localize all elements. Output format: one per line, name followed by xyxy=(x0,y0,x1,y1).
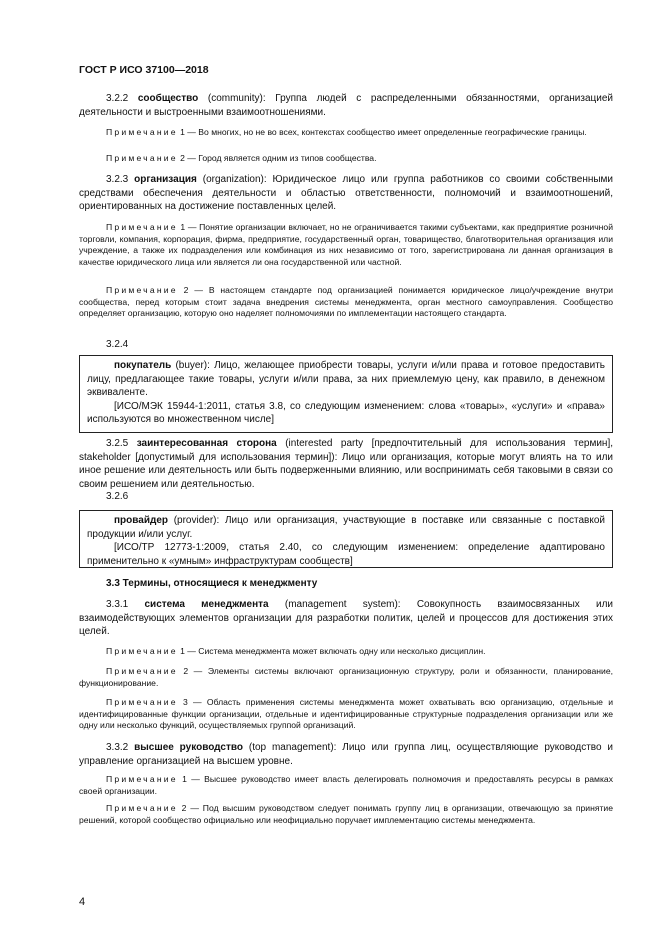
term-box-3-2-6 xyxy=(79,510,613,568)
section-3-3-heading: 3.3 Термины, относящиеся к менеджменту xyxy=(106,578,318,589)
term-number-3-2-6: 3.2.6 xyxy=(106,491,129,502)
note-3-3-2-2: Примечание 2 — Под высшим руководством следует понимать группу лиц в организации, отвечающую за принятие решений, которой сообщество официально или неофициально поручает имплементацию системы менеджмента. xyxy=(79,803,614,825)
term-3-2-3: 3.2.3 организация (organization): Юридическое лицо или группа работников со своими собственными средствами обеспечения деятельности и областью ответственности, полномочий и взаимоотношений, ориентированных на достижение поставленных целей. xyxy=(79,174,614,213)
document-header: ГОСТ Р ИСО 37100—2018 xyxy=(79,64,209,76)
term-3-2-6: провайдер (provider): Лицо или организация, участвующие в поставке или связанные с поставкой продукции и/или услуг. xyxy=(87,515,605,540)
source-3-2-6: [ИСО/ТР 12773-1:2009, статья 2.40, со следующим изменением: определение адаптировано применительно к «умным» инфраструктурам сообществ] xyxy=(87,542,605,567)
note-3-2-2-1: Примечание 1 — Во многих, но не во всех, контекстах сообщество имеет определенные географические границы. xyxy=(106,127,587,137)
term-3-2-2: 3.2.2 сообщество (community): Группа людей с распределенными обязанностями, организацией деятельности и выстроенными взаимоотношениями. xyxy=(79,93,613,118)
note-3-3-1-3: Примечание 3 — Область применения системы менеджмента может охватывать всю организацию, отдельные и идентифицированные функции организации, отдельные и идентифицированные структурные подразделения организации или же одну или несколько функций, осуществляемых группой организаций. xyxy=(79,697,613,731)
note-3-3-1-2: Примечание 2 — Элементы системы включают организационную структуру, роли и обязанности, планирование, функционирование. xyxy=(79,666,613,688)
term-3-2-5: 3.2.5 заинтересованная сторона (interested party [предпочтительный для использования термин], stakeholder [допустимый для использования термин]): Лицо или организация, которые могут влиять на то или иное решение или деятельность или быть подверженными влиянию, или воспринимать себя таковыми в связи со своим решением или деятельностью. xyxy=(79,438,614,490)
note-3-2-3-1: Примечание 1 — Понятие организации включает, но не ограничивается такими субъектами, как предприятие розничной торговли, компания, корпорация, фирма, предприятие, государственный орган, товарищество, благотворительная организация или учреждение, а также их подразделения или комбинация из них независимо от того, зарегистрирована ли данная организация в качестве юридического лица или является ли она государственной или частной. xyxy=(79,222,614,267)
term-3-3-2: 3.3.2 высшее руководство (top management): Лицо или группа лиц, осуществляющие руководство и управление организацией на высшем уровне. xyxy=(79,742,614,767)
note-3-3-2-1: Примечание 1 — Высшее руководство имеет власть делегировать полномочия и предоставлять ресурсы в рамках своей организации. xyxy=(79,774,613,796)
note-3-3-1-1: Примечание 1 — Система менеджмента может включать одну или несколько дисциплин. xyxy=(106,646,486,656)
term-number-3-2-4: 3.2.4 xyxy=(106,339,129,350)
term-3-2-4: покупатель (buyer): Лицо, желающее приобрести товары, услуги и/или права и готовое предоставить лицу, предлагающее такие товары, услуги и/или права, за них приемлемую цену, как правило, в денежном эквиваленте. xyxy=(87,360,605,399)
term-3-3-1: 3.3.1 система менеджмента (management system): Совокупность взаимосвязанных или взаимодействующих элементов организации для разработки политик, целей и процессов для достижения этих целей. xyxy=(79,599,613,638)
term-box-3-2-4 xyxy=(79,355,613,433)
page-number: 4 xyxy=(79,896,86,908)
note-3-2-2-2: Примечание 2 — Город является одним из типов сообщества. xyxy=(106,153,377,163)
note-3-2-3-2: Примечание 2 — В настоящем стандарте под организацией понимается юридическое лицо/учреждение внутри сообщества, перед которым стоит задача внедрения системы менеджмента, орган местного самоуправления. Сообщество определяет организацию, которую оно наделяет полномочиями по имплементации настоящего стандарта. xyxy=(79,285,614,319)
source-3-2-4: [ИСО/МЭК 15944-1:2011, статья 3.8, со следующим изменением: слова «товары», «услуги» и «права» используются во множественном числе] xyxy=(87,400,605,426)
